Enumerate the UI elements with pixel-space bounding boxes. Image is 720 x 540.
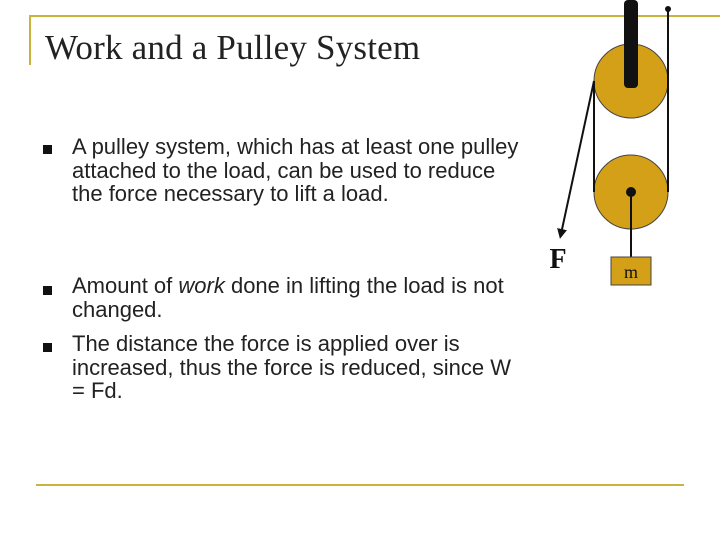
mass-label: m <box>623 262 639 282</box>
rope-anchor-top <box>665 6 671 12</box>
bullet-1-text: A pulley system, which has at least one pulley attached to the load, can be used to reduce the force necessary to lift a load. <box>72 134 519 206</box>
bullet-3-text: The distance the force is applied over is increased, thus the force is reduced, since W = Fd. <box>72 331 511 403</box>
bullet-2-text-start: Amount of <box>72 273 179 298</box>
bullet-2-emphasis: work <box>178 273 225 298</box>
slide-title: Work and a Pulley System <box>45 28 421 67</box>
applied-force-rope <box>561 81 594 234</box>
bullet-2-text-end: done in lifting the load is not changed. <box>72 273 504 322</box>
ceiling-support-bar <box>624 0 638 88</box>
force-label: F <box>549 244 567 275</box>
